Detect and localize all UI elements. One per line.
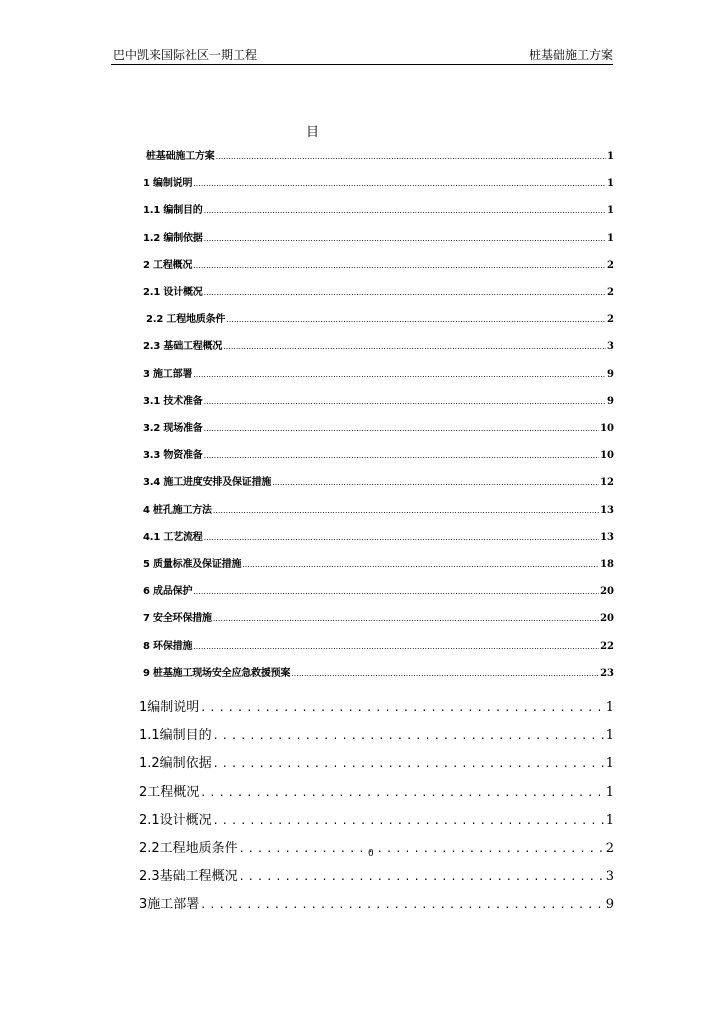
- toc-entry-page: 9: [607, 368, 614, 380]
- toc-entry[interactable]: [139, 810, 614, 830]
- toc-leader-dots: [272, 476, 599, 490]
- header-project-name: 巴中凯来国际社区一期工程: [113, 48, 258, 62]
- toc-entry-page: 13: [600, 504, 614, 516]
- toc-title: 目: [306, 125, 320, 140]
- header-document-title: 桩基础施工方案: [528, 48, 613, 62]
- toc-entry-label: 9 桩基施工现场安全应急救援预案: [143, 667, 291, 679]
- toc-entry-page: 1: [605, 756, 614, 772]
- toc-entry[interactable]: [139, 866, 614, 886]
- toc-entry-label: 2工程概况: [139, 784, 200, 800]
- toc-entry[interactable]: [139, 894, 614, 914]
- toc-entry-label: 4.1 工艺流程: [143, 531, 203, 543]
- page-number: 0: [368, 849, 374, 859]
- toc-entry-page: 1: [607, 232, 614, 244]
- toc-entry-label: 1编制说明: [139, 700, 200, 715]
- toc-entry-page: 1: [605, 784, 614, 800]
- toc-entry-page: 12: [600, 477, 614, 489]
- toc-leader-dots: [201, 782, 603, 802]
- toc-leader-dots: [226, 313, 606, 327]
- toc-entry-label: 1.1 编制目的: [143, 205, 203, 217]
- toc-entry[interactable]: [143, 204, 614, 218]
- toc-entry-label: 2.1 设计概况: [143, 287, 203, 298]
- toc-leader-dots: [193, 259, 606, 273]
- toc-entry-page: 2: [605, 841, 614, 856]
- toc-entry-label: 3.2 现场准备: [143, 423, 203, 434]
- toc-leader-dots: [223, 340, 606, 354]
- toc-entry-page: 3: [605, 869, 614, 885]
- toc-entry[interactable]: [143, 177, 614, 191]
- toc-entry[interactable]: [143, 368, 614, 382]
- toc-entry-label: 3.1 技术准备: [143, 395, 203, 407]
- toc-leader-dots: [214, 725, 604, 745]
- toc-entry[interactable]: [143, 558, 614, 572]
- toc-leader-dots: [204, 232, 606, 246]
- toc-entry[interactable]: [143, 232, 614, 246]
- toc-entry-page: 1: [605, 812, 614, 828]
- toc-entry-label: 5 质量标准及保证措施: [143, 559, 242, 570]
- toc-leader-dots: [193, 585, 599, 599]
- toc-entry-page: 9: [607, 395, 614, 407]
- toc-entry-page: 1: [607, 205, 614, 217]
- toc-entry[interactable]: [143, 585, 614, 599]
- toc-entry-label: 3.4 施工进度安排及保证措施: [143, 477, 272, 489]
- toc-entry-page: 1: [605, 700, 614, 715]
- toc-entry-page: 1: [607, 151, 614, 162]
- toc-leader-dots: [193, 368, 606, 382]
- toc-leader-dots: [204, 395, 606, 409]
- toc-entry-label: 2 工程概况: [143, 259, 193, 271]
- toc-leader-dots: [291, 667, 599, 681]
- toc-entry[interactable]: [143, 476, 614, 490]
- toc-entry-page: 20: [600, 586, 614, 598]
- toc-leader-dots: [213, 504, 599, 518]
- toc-leader-dots: [201, 894, 603, 914]
- toc-entry[interactable]: [143, 449, 614, 463]
- toc-entry-label: 7 安全环保措施: [143, 613, 212, 625]
- toc-entry-label: 3 施工部署: [143, 368, 193, 380]
- toc-entry[interactable]: [139, 725, 614, 745]
- toc-entry-label: 3.3 物资准备: [143, 450, 203, 462]
- toc-entry-label: 1.2 编制依据: [143, 232, 203, 244]
- toc-entry-page: 20: [600, 613, 614, 625]
- toc-leader-dots: [193, 177, 606, 191]
- toc-entry[interactable]: [139, 753, 614, 773]
- toc-entry[interactable]: [143, 640, 614, 654]
- toc-leader-dots: [240, 838, 604, 858]
- toc-leader-dots: [201, 697, 603, 717]
- toc-leader-dots: [193, 640, 599, 654]
- toc-entry-page: 2: [607, 287, 614, 298]
- toc-entry-label: 2.2工程地质条件: [139, 841, 238, 856]
- toc-leader-dots: [204, 286, 606, 300]
- toc-entry[interactable]: [143, 612, 614, 626]
- toc-entry-label: 6 成品保护: [143, 586, 193, 598]
- toc-leader-dots: [214, 753, 604, 773]
- toc-leader-dots: [204, 531, 599, 545]
- toc-leader-dots: [242, 558, 599, 572]
- toc-leader-dots: [216, 150, 606, 164]
- toc-entry[interactable]: [143, 395, 614, 409]
- toc-entry-page: 22: [600, 640, 614, 652]
- toc-entry[interactable]: [143, 286, 614, 300]
- toc-entry-page: 9: [605, 897, 614, 913]
- toc-entry[interactable]: [143, 531, 614, 545]
- toc-entry-label: 3施工部署: [139, 897, 200, 913]
- toc-entry-label: 2.3基础工程概况: [139, 869, 238, 885]
- toc-leader-dots: [204, 422, 599, 436]
- toc-entry-page: 2: [607, 314, 614, 326]
- toc-entry-page: 23: [600, 667, 614, 679]
- toc-leader-dots: [213, 612, 599, 626]
- toc-entry[interactable]: [139, 782, 614, 802]
- toc-entry[interactable]: [146, 313, 614, 327]
- toc-leader-dots: [204, 204, 606, 218]
- toc-entry-page: 2: [607, 259, 614, 271]
- toc-entry[interactable]: [139, 838, 614, 858]
- toc-entry-label: 8 环保措施: [143, 640, 193, 652]
- toc-entry-label: 2.1设计概况: [139, 812, 212, 828]
- toc-leader-dots: [214, 810, 604, 830]
- toc-entry-page: 1: [605, 728, 614, 744]
- toc-leader-dots: [204, 449, 599, 463]
- toc-entry[interactable]: [143, 422, 614, 436]
- toc-entry-label: 1.1编制目的: [139, 728, 212, 744]
- toc-entry-page: 18: [600, 559, 614, 570]
- toc-entry-label: 桩基础施工方案: [146, 151, 215, 162]
- toc-entry[interactable]: [146, 150, 614, 164]
- page-header: [111, 46, 613, 65]
- toc-entry-page: 1: [607, 178, 614, 190]
- toc-entry-page: 10: [600, 423, 614, 434]
- toc-entry[interactable]: [143, 340, 614, 354]
- toc-entry[interactable]: [139, 697, 614, 717]
- toc-entry[interactable]: [143, 667, 614, 681]
- toc-entry-page: 3: [607, 341, 614, 353]
- toc-entry-page: 10: [600, 450, 614, 462]
- toc-entry-label: 1.2编制依据: [139, 756, 212, 772]
- toc-entry[interactable]: [143, 259, 614, 273]
- toc-leader-dots: [240, 866, 604, 886]
- toc-entry-label: 1 编制说明: [143, 178, 193, 190]
- toc-entry-page: 13: [600, 531, 614, 543]
- toc-entry-label: 2.3 基础工程概况: [143, 341, 223, 353]
- toc-entry[interactable]: [143, 504, 614, 518]
- toc-entry-label: 2.2 工程地质条件: [146, 314, 226, 326]
- toc-entry-label: 4 桩孔施工方法: [143, 504, 212, 516]
